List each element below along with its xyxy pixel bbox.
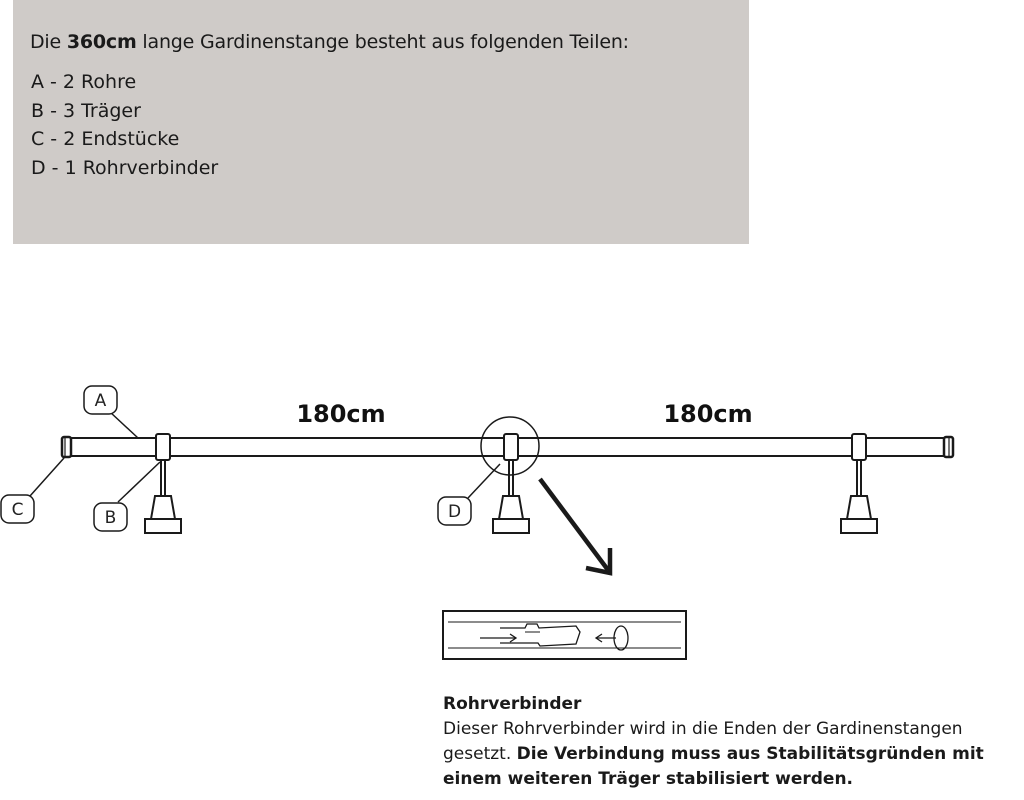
part-item-c: C - 2 Endstücke (31, 128, 180, 150)
detail-arrow (540, 479, 610, 573)
connector-detail (443, 611, 686, 659)
callout-b-leader (118, 462, 160, 502)
description-line-1: Dieser Rohrverbinder wird in die Enden der Gardinenstangen (443, 719, 963, 739)
end-cap-left (62, 437, 71, 457)
part-item-b: B - 3 Träger (31, 99, 141, 122)
segment-left-length: 180cm (296, 400, 386, 428)
description-title: Rohrverbinder (443, 694, 582, 714)
part-item-d: D - 1 Rohrverbinder (31, 156, 219, 179)
description-line-2-bold: Die Verbindung muss aus Stabilitätsgründen mit (516, 744, 984, 764)
description-line-2 (443, 742, 1024, 767)
description-line-2-plain: gesetzt. (443, 744, 512, 764)
callout-c-label: C (11, 500, 24, 520)
callout-b-label: B (104, 508, 117, 528)
part-item-a: A - 2 Rohre (31, 71, 137, 93)
callout-c-leader (30, 458, 64, 496)
callout-d-leader (468, 464, 500, 498)
callout-d-label: D (447, 502, 462, 522)
info-title-length: 360cm (66, 31, 137, 53)
description-line-3-bold: einem weiteren Träger stabilisiert werden. (443, 769, 854, 789)
connector-description (443, 692, 1024, 792)
info-title-prefix: Die (30, 31, 61, 53)
info-title-suffix: lange Gardinenstange besteht aus folgenden Teilen: (142, 31, 629, 53)
callout-a-leader (110, 412, 138, 438)
segment-right-length: 180cm (663, 400, 753, 428)
description-line-3 (443, 767, 1024, 792)
callout-a-label: A (94, 391, 107, 411)
